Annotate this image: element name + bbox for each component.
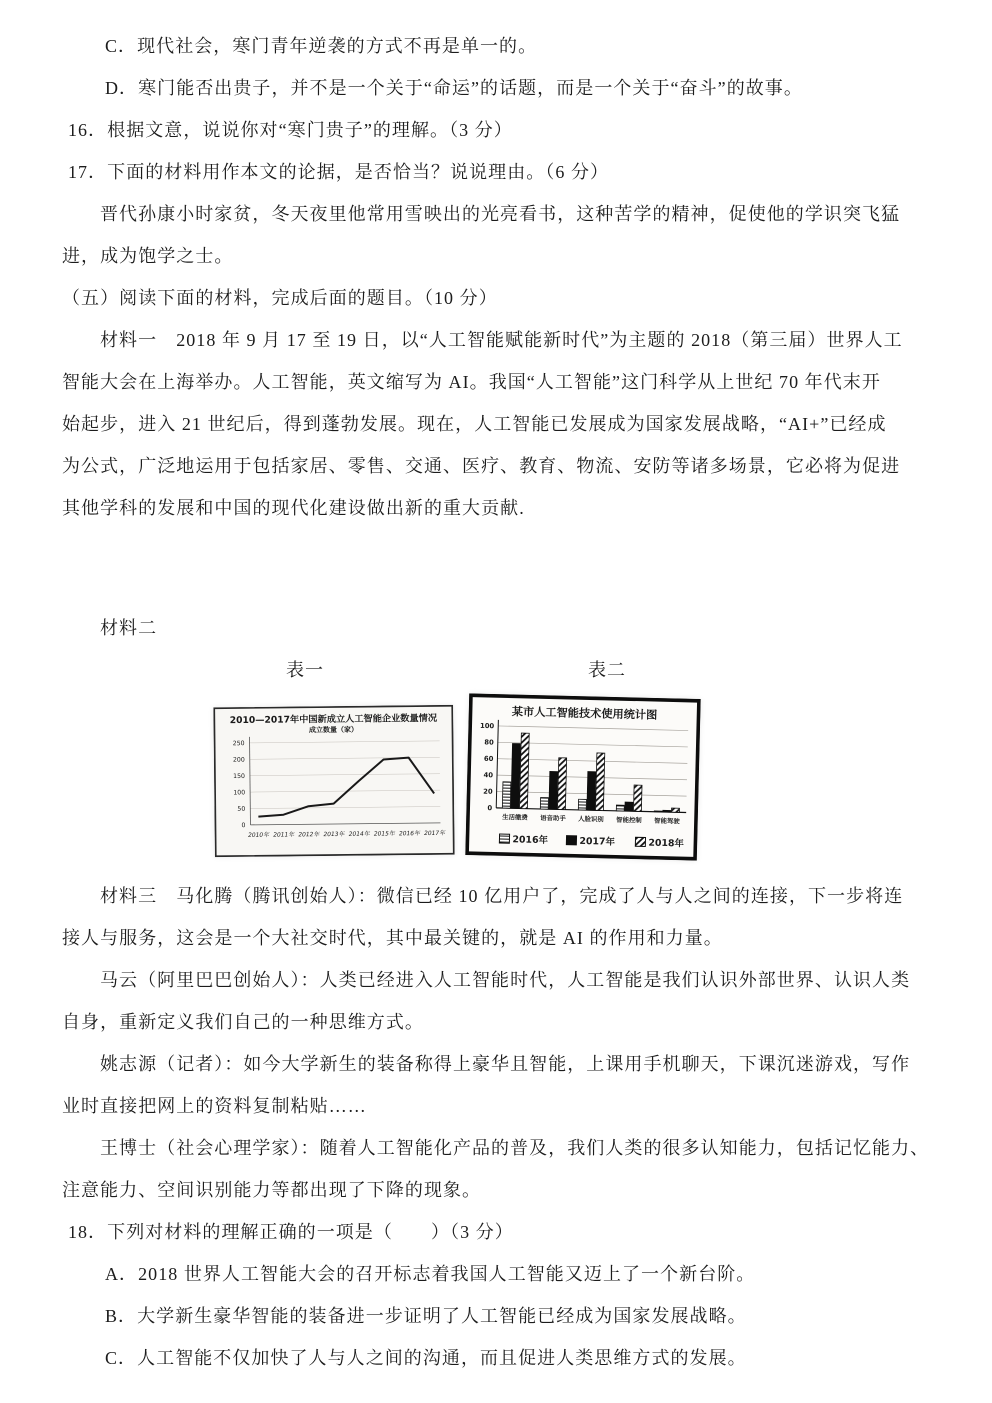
text-line: 智能大会在上海举办。人工智能，英文缩写为 AI。我国“人工智能”这门科学从上世纪 70 年代末开: [62, 372, 881, 392]
svg-text:200: 200: [232, 756, 245, 764]
svg-text:2013年: 2013年: [323, 831, 345, 839]
option-c2-line: C．人工智能不仅加快了人与人之间的沟通，而且促进人类思维方式的发展。: [105, 1348, 747, 1368]
svg-text:2017年: 2017年: [579, 835, 616, 848]
text-line: 自身，重新定义我们自己的一种思维方式。: [62, 1012, 424, 1032]
material-2-label: 材料二: [100, 618, 158, 638]
material-3-line: 材料三 马化腾（腾讯创始人）：微信已经 10 亿用户了，完成了人与人之间的连接，下一步将连: [100, 886, 904, 906]
option-d-line: D．寒门能否出贵子，并不是一个关于“命运”的话题，而是一个关于“奋斗”的故事。: [105, 78, 803, 98]
svg-text:智能驾驶: 智能驾驶: [654, 816, 680, 826]
question-17: 17．下面的材料用作本文的论据，是否恰当？说说理由。（6 分）: [68, 162, 610, 182]
svg-text:100: 100: [233, 789, 246, 797]
blank-gap: [62, 528, 930, 606]
text-line: 马云（阿里巴巴创始人）：人类已经进入人工智能时代，人工智能是我们认识外部世界、认识人类: [100, 970, 911, 990]
text-line: 进，成为饱学之士。: [62, 246, 234, 266]
svg-text:成立数量（家）: 成立数量（家）: [308, 725, 359, 735]
svg-text:40: 40: [483, 771, 494, 780]
option-b-line: B．大学新生豪华智能的装备进一步证明了人工智能已经成为国家发展战略。: [105, 1306, 747, 1326]
text-line: 姚志源（记者）：如今大学新生的装备称得上豪华且智能，上课用手机聊天，下课沉迷游戏，写作: [100, 1054, 911, 1074]
section-5-heading: （五）阅读下面的材料，完成后面的题目。（10 分）: [62, 288, 498, 308]
svg-text:语音助手: 语音助手: [540, 813, 566, 823]
text-line: 为公式，广泛地运用于包括家居、零售、交通、医疗、教育、物流、安防等诸多场景，它必将为促进: [62, 456, 901, 476]
svg-text:2010—2017年中国新成立人工智能企业数量情况: 2010—2017年中国新成立人工智能企业数量情况: [229, 712, 438, 727]
svg-text:智能控制: 智能控制: [616, 815, 642, 825]
svg-text:某市人工智能技术使用统计图: 某市人工智能技术使用统计图: [511, 705, 658, 722]
svg-text:20: 20: [483, 787, 493, 796]
text-line: 王博士（社会心理学家）：随着人工智能化产品的普及，我们人类的很多认知能力，包括记忆能力、: [100, 1138, 930, 1158]
table-1-caption: 表一: [286, 660, 324, 680]
svg-text:2017年: 2017年: [424, 830, 446, 838]
bar-chart: [465, 693, 701, 861]
material-1-line: 材料一 2018 年 9 月 17 至 19 日，以“人工智能赋能新时代”为主题的 2018（第三届）世界人工: [100, 330, 903, 350]
option-c-line: C．现代社会，寒门青年逆袭的方式不再是单一的。: [105, 36, 538, 56]
svg-text:2010年: 2010年: [248, 832, 270, 839]
svg-text:2018年: 2018年: [648, 837, 684, 850]
line-chart: [213, 705, 455, 858]
svg-text:2012年: 2012年: [298, 832, 320, 839]
svg-text:生活缴费: 生活缴费: [502, 813, 528, 822]
svg-text:250: 250: [232, 740, 245, 748]
svg-text:人脸识别: 人脸识别: [578, 814, 604, 824]
svg-text:80: 80: [484, 738, 494, 747]
question-16: 16．根据文意，说说你对“寒门贵子”的理解。（3 分）: [68, 120, 513, 140]
svg-text:0: 0: [487, 804, 493, 813]
svg-text:60: 60: [483, 754, 494, 764]
text-line: 其他学科的发展和中国的现代化建设做出新的重大贡献.: [62, 498, 525, 518]
text-line: 接人与服务，这会是一个大社交时代，其中最关键的，就是 AI 的作用和力量。: [62, 928, 723, 948]
lower-text-block: [62, 874, 930, 1378]
text-line: 晋代孙康小时家贫，冬天夜里他常用雪映出的光亮看书，这种苦学的精神，促使他的学识突飞猛: [100, 204, 901, 224]
svg-text:0: 0: [241, 822, 246, 830]
text-line: 业时直接把网上的资料复制粘贴……: [62, 1096, 367, 1116]
table-captions-row: [62, 648, 930, 690]
table-2-caption: 表二: [588, 660, 626, 680]
option-a-line: A．2018 世界人工智能大会的召开标志着我国人工智能又迈上了一个新台阶。: [105, 1264, 756, 1284]
svg-text:2016年: 2016年: [398, 831, 420, 838]
question-18: 18．下列对材料的理解正确的一项是（ ）（3 分）: [68, 1222, 514, 1242]
text-line: 注意能力、空间识别能力等都出现了下降的现象。: [62, 1180, 482, 1200]
text-line: 始起步，进入 21 世纪后，得到蓬勃发展。现在，人工智能已发展成为国家发展战略，“AI+”已经成: [62, 414, 887, 434]
charts-row: [0, 690, 992, 862]
svg-text:50: 50: [237, 805, 246, 813]
svg-text:2011年: 2011年: [273, 832, 295, 839]
svg-text:150: 150: [233, 772, 245, 781]
svg-text:2016年: 2016年: [512, 834, 549, 847]
svg-text:2014年: 2014年: [348, 831, 370, 838]
svg-text:100: 100: [479, 721, 495, 731]
svg-text:2015年: 2015年: [373, 831, 395, 838]
